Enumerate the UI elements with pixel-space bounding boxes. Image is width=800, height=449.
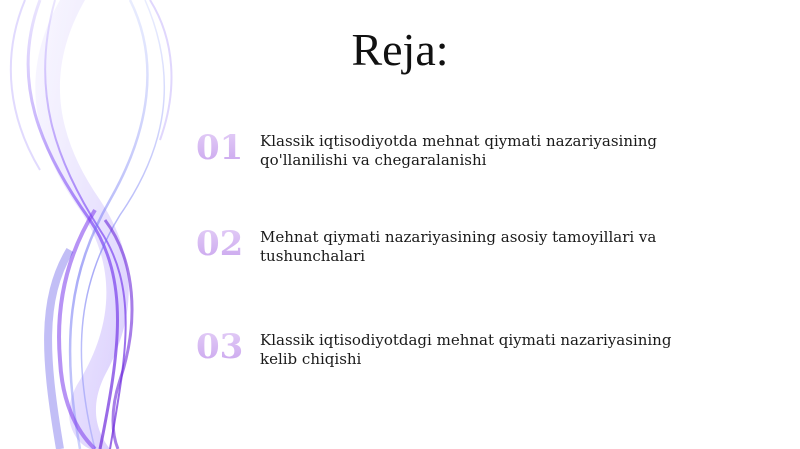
item-text: Klassik iqtisodiyotdagi mehnat qiymati nazariyasining kelib chiqishi: [260, 331, 672, 368]
purple-smoke-wave-icon: [0, 0, 220, 449]
list-item: [196, 327, 756, 387]
item-text: Klassik iqtisodiyotda mehnat qiymati nazariyasining qo'llanilishi va chegaralanishi: [260, 132, 658, 169]
item-number: 02: [196, 224, 248, 264]
item-text: Mehnat qiymati nazariyasining asosiy tamoyillari va tushunchalari: [260, 228, 657, 265]
item-number: 03: [196, 327, 248, 367]
list-item: [196, 128, 756, 188]
item-number: 01: [196, 128, 248, 168]
slide-title: Reja:: [351, 24, 449, 75]
list-item: [196, 224, 756, 284]
